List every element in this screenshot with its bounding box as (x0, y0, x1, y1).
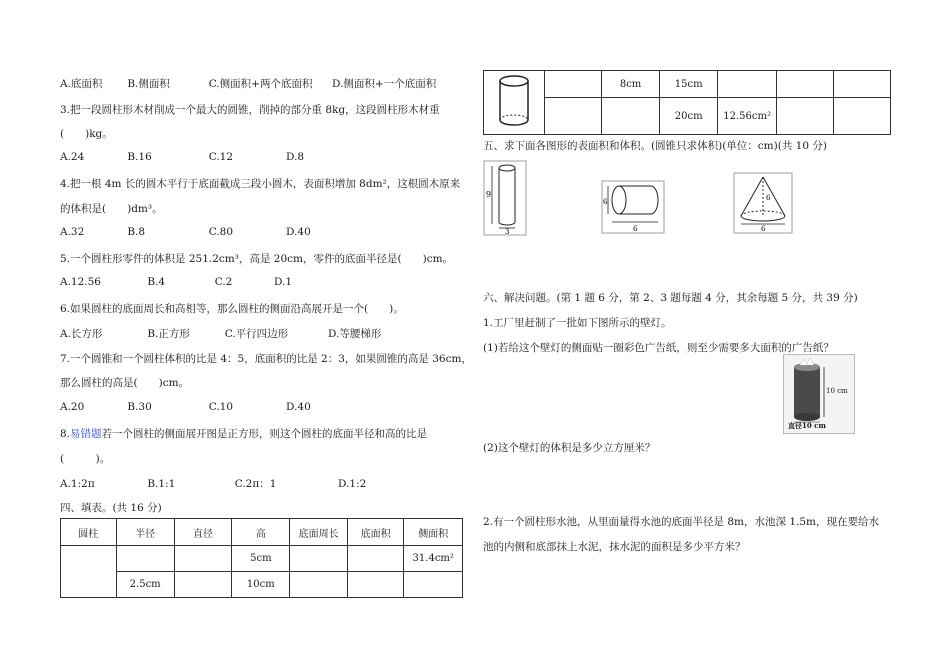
table-cell[interactable] (833, 71, 891, 98)
option[interactable]: C.12 (208, 151, 234, 163)
problem-2-text: 2.有一个圆柱形水池，从里面量得水池的底面半径是 8m，水池深 1.5m，现在要给水 (483, 516, 879, 528)
q3-options (60, 151, 304, 163)
table-cell[interactable]: 8cm (602, 71, 660, 98)
q7-text-2: 那么圆柱的高是( )cm。 (60, 377, 190, 389)
fig1-width-label: 3 (505, 228, 510, 236)
error-prone-tag[interactable]: 易错题 (70, 428, 102, 440)
q2-options (60, 76, 436, 91)
table-cell[interactable]: 2.5cm (116, 572, 174, 598)
option[interactable]: C.侧面积+两个底面积 (208, 78, 313, 90)
q8-text-2: ( )。 (60, 453, 111, 465)
table-cell[interactable] (347, 572, 404, 598)
fig1-height-label: 9 (486, 190, 492, 199)
q3-text: 3.把一段圆柱形木材削成一个最大的圆锥，削掉的部分重 8kg，这段圆柱形木材重 (60, 104, 440, 116)
lamp-diameter-label: 直径10 cm (788, 421, 826, 430)
table-cell[interactable]: 31.4cm² (404, 546, 463, 572)
section-4-title: 四、填表。(共 16 分) (60, 502, 162, 514)
figure-tall-cylinder (483, 160, 527, 236)
q4-options (60, 226, 311, 238)
option[interactable]: A.底面积 (60, 78, 103, 90)
table-header: 高 (232, 519, 290, 546)
option[interactable]: B.4 (147, 276, 166, 288)
table-header: 侧面积 (404, 519, 463, 546)
fig2-length-label: 6 (633, 225, 638, 233)
option[interactable]: B.16 (127, 151, 152, 163)
fill-table (60, 518, 463, 598)
q8-text (60, 426, 427, 441)
option[interactable]: B.30 (127, 401, 152, 413)
table-header: 直径 (174, 519, 232, 546)
option[interactable]: D.40 (286, 401, 311, 413)
q6-text: 6.如果圆柱的底面周长和高相等，那么圆柱的侧面沿高展开是一个( )。 (60, 303, 404, 315)
table-cell[interactable] (290, 572, 348, 598)
q5-options (60, 276, 292, 288)
fig2-height-label: 6 (603, 198, 608, 206)
q7-options (60, 401, 311, 413)
table-cell[interactable] (718, 71, 777, 98)
q8-number: 8. (60, 428, 71, 440)
table-cell[interactable] (404, 572, 463, 598)
table-cell-cylinder-image (484, 71, 545, 135)
figure-horizontal-cylinder (601, 180, 665, 234)
table-cell[interactable] (833, 98, 891, 135)
option[interactable]: C.2 (214, 276, 233, 288)
option[interactable]: B.1:1 (147, 478, 176, 490)
q5-text: 5.一个圆柱形零件的体积是 251.2cm³，高是 20cm，零件的底面半径是( )cm。 (60, 253, 454, 265)
fig3-height-label: 6 (766, 194, 771, 202)
table-cell[interactable]: 5cm (232, 546, 290, 572)
table-cell[interactable] (174, 572, 232, 598)
table-header: 底面积 (347, 519, 404, 546)
table-cell[interactable]: 12.56cm² (718, 98, 777, 135)
q7-text: 7.一个圆锥和一个圆柱体积的比是 4：5，底面积的比是 2：3，如果圆锥的高是 36cm， (60, 353, 472, 365)
table-cell[interactable] (174, 546, 232, 572)
q8-stem: 若一个圆柱的侧面展开图是正方形，则这个圆柱的底面半径和高的比是 (101, 428, 428, 440)
option[interactable]: B.侧面积 (127, 78, 170, 90)
section-6-title: 六、解决问题。(第 1 题 6 分，第 2、3 题每题 4 分，其余每题 5 分，共 39 分) (483, 292, 858, 304)
q8-options (60, 476, 366, 491)
q6-options (60, 326, 381, 341)
option[interactable]: C.10 (208, 401, 234, 413)
option[interactable]: D.1 (274, 276, 293, 288)
problem-1-intro: 1.工厂里赶制了一批如下图所示的壁灯。 (483, 317, 672, 329)
wall-lamp-image (783, 354, 855, 434)
option[interactable]: B.正方形 (147, 328, 190, 340)
table-header: 圆柱 (61, 519, 117, 546)
table-cell[interactable] (290, 546, 348, 572)
q3-text-2: ( )kg。 (60, 128, 113, 140)
table-cell[interactable] (544, 71, 601, 98)
table-cell[interactable] (777, 71, 834, 98)
q4-text: 4.把一根 4m 长的圆木平行于底面截成三段小圆木，表面积增加 8dm²，这根圆木原来 (60, 178, 461, 190)
table-cell[interactable]: 15cm (660, 71, 718, 98)
option[interactable]: A.长方形 (60, 328, 103, 340)
table-cell-cylinder (61, 546, 117, 598)
table-cell[interactable]: 10cm (232, 572, 290, 598)
option[interactable]: D.8 (286, 151, 305, 163)
option[interactable]: D.侧面积+一个底面积 (332, 78, 437, 90)
option[interactable]: D.1:2 (338, 478, 367, 490)
option[interactable]: A.20 (60, 401, 85, 413)
table-header: 底面周长 (290, 519, 348, 546)
option[interactable]: A.32 (60, 226, 85, 238)
option[interactable]: A.1:2π (60, 478, 95, 490)
q4-text-2: 的体积是( )dm³。 (60, 203, 163, 215)
table-cell[interactable] (347, 546, 404, 572)
option[interactable]: C.平行四边形 (224, 328, 289, 340)
option[interactable]: D.40 (286, 226, 311, 238)
option[interactable]: A.12.56 (60, 276, 101, 288)
table-cell[interactable] (602, 98, 660, 135)
fig3-diameter-label: 6 (761, 225, 766, 233)
section-5-title: 五、求下面各图形的表面积和体积。(圆锥只求体积)(单位：cm)(共 10 分) (483, 140, 827, 152)
problem-1-question-2: (2)这个壁灯的体积是多少立方厘米？ (483, 442, 656, 454)
option[interactable]: D.等腰梯形 (328, 328, 382, 340)
table-cell[interactable] (777, 98, 834, 135)
option[interactable]: A.24 (60, 151, 85, 163)
lamp-height-label: 10 cm (826, 387, 848, 395)
table-cell[interactable] (544, 98, 601, 135)
problem-2-text-2: 池的内侧和底部抹上水泥，抹水泥的面积是多少平方米？ (483, 541, 746, 553)
table-cell[interactable]: 20cm (660, 98, 718, 135)
fill-table-continued (483, 70, 891, 135)
option[interactable]: C.2π：1 (234, 478, 277, 490)
cylinder-icon (494, 73, 534, 129)
figure-cone (733, 172, 793, 234)
table-header: 半径 (116, 519, 174, 546)
option[interactable]: C.80 (208, 226, 234, 238)
option[interactable]: B.8 (127, 226, 146, 238)
problem-1-question-1: (1)若给这个壁灯的侧面贴一圈彩色广告纸，则至少需要多大面积的广告纸？ (483, 342, 834, 354)
table-cell[interactable] (116, 546, 174, 572)
